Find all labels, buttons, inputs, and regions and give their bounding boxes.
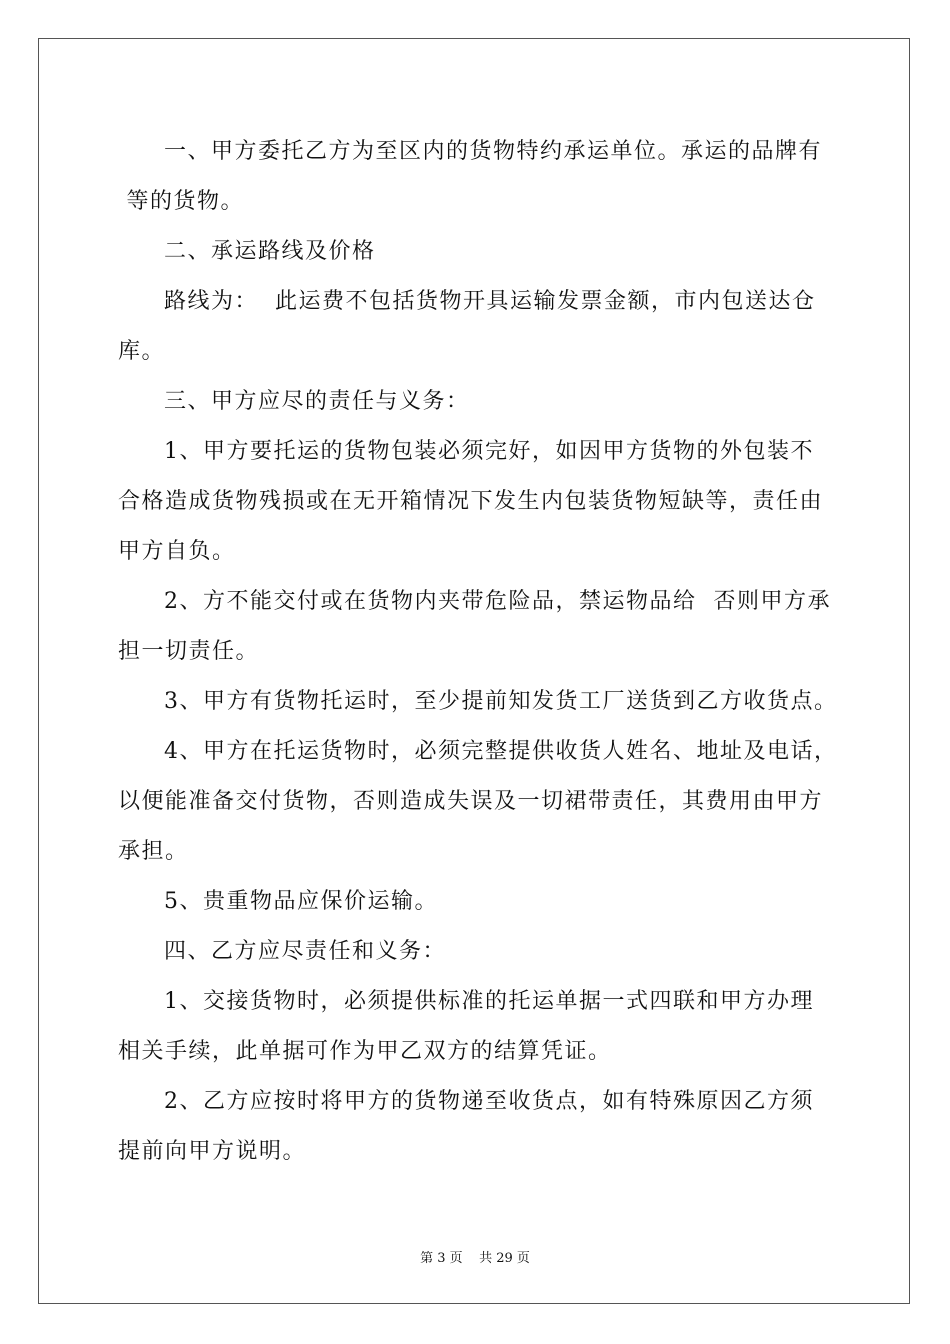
paragraph-line: 以便能准备交付货物，否则造成失误及一切裙带责任，其费用由甲方: [118, 789, 824, 814]
paragraph-line: 库。: [118, 339, 166, 364]
paragraph-line: 5、贵重物品应保价运输。: [164, 889, 438, 914]
paragraph-line: 4、甲方在托运货物时，必须完整提供收货人姓名、地址及电话，: [164, 739, 838, 764]
paragraph-line: 2、方不能交付或在货物内夹带危险品，禁运物品给 否则甲方承: [164, 589, 831, 614]
section-heading: 四、乙方应尽责任和义务：: [164, 939, 447, 964]
page-number-footer: 第 3 页 共 29 页: [420, 1251, 530, 1266]
paragraph-line: 一、甲方委托乙方为至区内的货物特约承运单位。承运的品牌有: [164, 139, 823, 164]
paragraph-line: 路线为： 此运费不包括货物开具运输发票金额，市内包送达仓: [164, 289, 816, 314]
paragraph-line: 1、甲方要托运的货物包装必须完好，如因甲方货物的外包装不: [164, 439, 814, 464]
paragraph-line: 相关手续，此单据可作为甲乙双方的结算凭证。: [118, 1039, 612, 1064]
paragraph-line: 2、乙方应按时将甲方的货物递至收货点，如有特殊原因乙方须: [164, 1089, 814, 1114]
paragraph-line: 提前向甲方说明。: [118, 1139, 307, 1164]
paragraph-line: 3、甲方有货物托运时，至少提前知发货工厂送货到乙方收货点。: [164, 689, 838, 714]
section-heading: 三、甲方应尽的责任与义务：: [164, 389, 470, 414]
section-heading: 二、承运路线及价格: [164, 239, 376, 264]
paragraph-line: 合格造成货物残损或在无开箱情况下发生内包装货物短缺等，责任由: [118, 489, 824, 514]
paragraph-line: 甲方自负。: [118, 539, 236, 564]
paragraph-line: 担一切责任。: [118, 639, 260, 664]
paragraph-line: 1、交接货物时，必须提供标准的托运单据一式四联和甲方办理: [164, 989, 814, 1014]
paragraph-line: 等的货物。: [118, 189, 244, 214]
document-body: [118, 127, 838, 1177]
paragraph-line: 承担。: [118, 839, 189, 864]
